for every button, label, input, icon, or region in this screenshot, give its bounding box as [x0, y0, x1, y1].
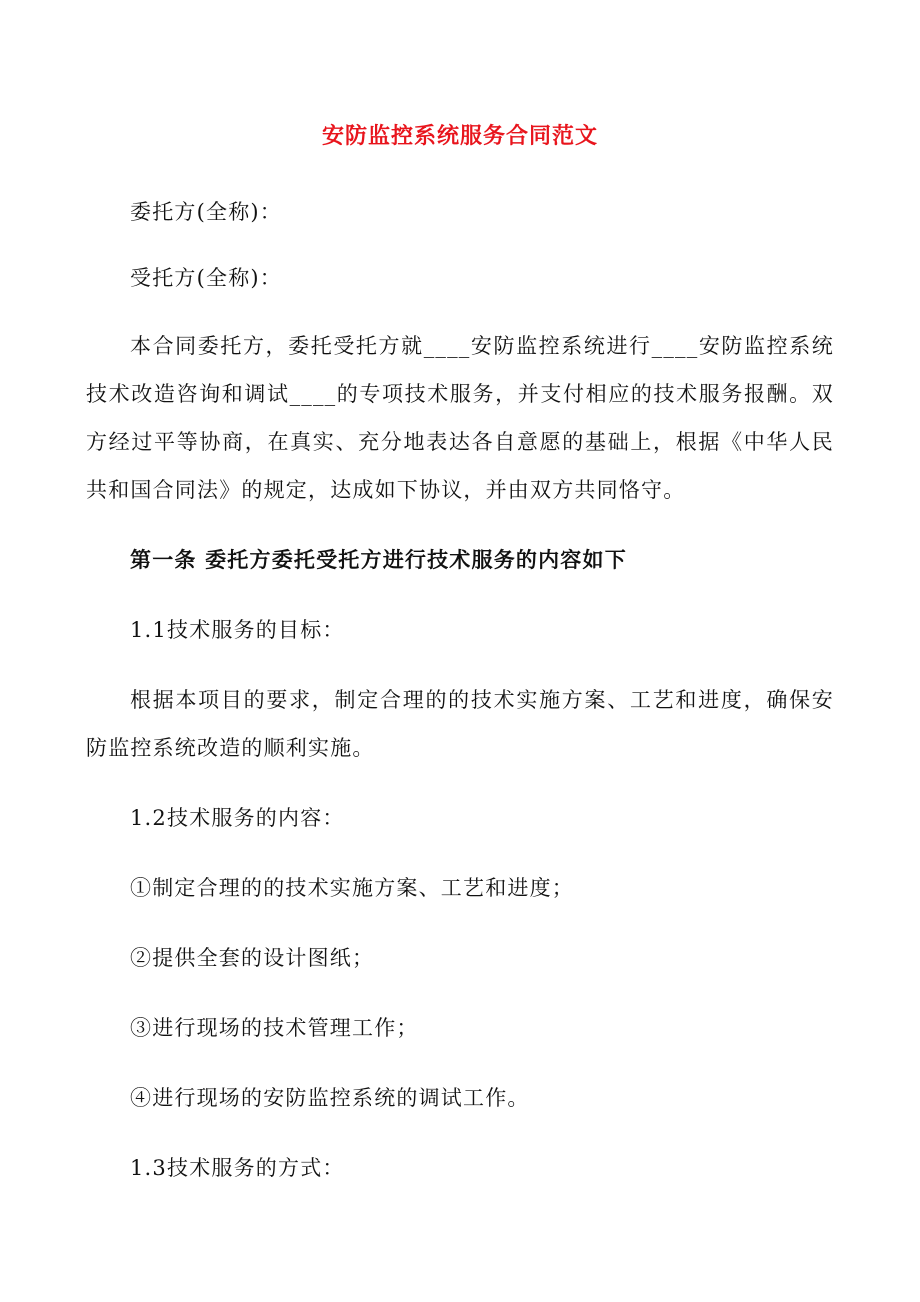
list-item-3: ③进行现场的技术管理工作；	[130, 1016, 419, 1040]
article-1-heading: 第一条 委托方委托受托方进行技术服务的内容如下	[130, 547, 627, 572]
paragraph-contractor: 受托方(全称)：	[130, 266, 282, 290]
paragraph-preamble: 本合同委托方，委托受托方就____安防监控系统进行____安防监控系统技术改造咨询和调试____的专项技术服务，并支付相应的技术服务报酬。双方经过平等协商，在真实、充分地表达各自意愿的基础上，根据《中华人民共和国合同法》的规定，达成如下协议，并由双方共同恪守。	[86, 334, 834, 502]
document-title: 安防监控系统服务合同范文	[321, 123, 598, 149]
list-item-1: ①制定合理的的技术实施方案、工艺和进度；	[130, 876, 574, 900]
list-item-4: ④进行现场的安防监控系统的调试工作。	[130, 1086, 530, 1110]
section-1-1-body: 根据本项目的要求，制定合理的的技术实施方案、工艺和进度，确保安防监控系统改造的顺利实施。	[86, 688, 834, 760]
section-1-2-heading: 1.2技术服务的内容：	[130, 806, 345, 830]
section-1-3-heading: 1.3技术服务的方式：	[130, 1156, 345, 1180]
paragraph-client: 委托方(全称)：	[130, 200, 282, 224]
list-item-2: ②提供全套的设计图纸；	[130, 946, 375, 970]
section-1-1-heading: 1.1技术服务的目标：	[130, 618, 345, 642]
